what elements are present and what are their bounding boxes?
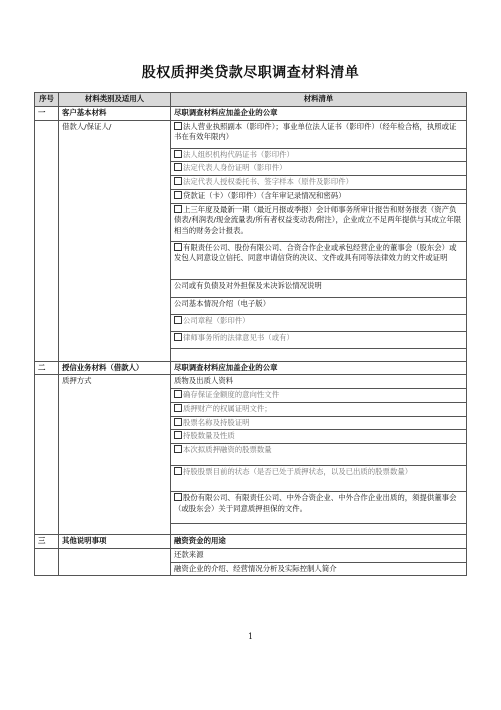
item-text: 质物及出质人资料 xyxy=(174,376,234,386)
item-text: 本次拟质押融资的股票数量 xyxy=(183,445,272,455)
item-cell xyxy=(171,430,467,444)
section-header-row xyxy=(35,361,467,375)
checkbox-icon[interactable] xyxy=(174,316,182,324)
seq-blank-cell xyxy=(35,120,59,361)
section-header-text: 尽职调查材料应加盖企业的公章 xyxy=(171,107,467,121)
item-text: 法人营业执照副本（影印件）；事业单位法人证书（影印件）（经年检合格，执照或证书在有效年限内） xyxy=(174,121,457,142)
item-cell xyxy=(171,416,467,430)
checkbox-icon[interactable] xyxy=(174,177,182,185)
checkbox-icon[interactable] xyxy=(174,122,182,130)
checkbox-icon[interactable] xyxy=(174,431,182,439)
document-title: 股权质押类贷款尽职调查材料清单 xyxy=(141,65,360,81)
item-cell xyxy=(171,279,467,297)
section-category: 其他说明事项 xyxy=(59,535,171,549)
item-cell xyxy=(171,348,467,361)
section-header-row xyxy=(35,107,467,121)
item-text: 贷款证（卡）（影印件）（含年审记录情况和密码） xyxy=(183,190,346,200)
section-seq: 一 xyxy=(35,107,59,121)
checkbox-icon[interactable] xyxy=(174,467,182,475)
item-cell xyxy=(171,331,467,348)
list-item xyxy=(35,375,467,389)
list-item xyxy=(35,120,467,148)
item-text: 确存保证金额度的意向性文件 xyxy=(183,390,280,400)
checkbox-icon[interactable] xyxy=(174,445,182,453)
item-text: 有限责任公司、股份有限公司、合资合作企业或承包经营企业的董事会（股东会）或发包人同意设立信托、同意申请信贷的决议、文件或具有同等法律效力的文件或证明 xyxy=(174,242,457,263)
section-category: 客户基本材料 xyxy=(59,107,171,121)
seq-blank-cell xyxy=(35,548,59,575)
item-cell xyxy=(171,241,467,279)
item-text: 持股数量及性质 xyxy=(183,431,235,441)
item-cell xyxy=(171,492,467,524)
checkbox-icon[interactable] xyxy=(174,163,182,171)
item-text: 律师事务所的法律意见书（或有） xyxy=(183,332,294,342)
item-text: 持股股票目前的状态（是否已处于质押状态，以及已出质的股票数量） xyxy=(183,467,413,477)
checkbox-icon[interactable] xyxy=(174,404,182,412)
item-cell xyxy=(171,120,467,148)
section-seq: 三 xyxy=(35,535,59,549)
item-cell xyxy=(171,389,467,403)
section-header-text: 尽职调查材料应加盖企业的公章 xyxy=(171,361,467,375)
section-header-row xyxy=(35,535,467,549)
item-cell xyxy=(171,548,467,562)
item-cell xyxy=(171,189,467,203)
table-header-row xyxy=(35,93,467,107)
item-text: 上三年度及最新一期（最近月报或季报）会计师事务所审计报告和财务报表（资产负债表/利润表/现金流量表/所有者权益变动表/附注），企业成立不足两年提供与其成立年限相当的财务会计报表。 xyxy=(174,204,462,236)
section-header-text: 融资资金的用途 xyxy=(171,535,467,549)
item-text: 融资企业的介绍、经营情况分析及实际控制人简介 xyxy=(174,563,337,573)
checkbox-icon[interactable] xyxy=(174,418,182,426)
checkbox-icon[interactable] xyxy=(174,191,182,199)
item-text: 公司或有负债及对外担保及未决诉讼情况说明 xyxy=(174,280,322,290)
section-category: 授信业务材料（借款人） xyxy=(59,361,171,375)
checkbox-icon[interactable] xyxy=(174,150,182,158)
header-category: 材料类别及适用人 xyxy=(59,93,171,107)
item-text: 还款来源 xyxy=(174,549,204,559)
page-number: 1 xyxy=(247,632,254,641)
item-cell xyxy=(171,176,467,190)
item-cell xyxy=(171,297,467,314)
item-cell xyxy=(171,402,467,416)
item-text: 质押财产的权属证明文件； xyxy=(183,403,272,413)
item-cell xyxy=(171,562,467,576)
item-text: 公司基本情况介绍（电子版） xyxy=(174,298,271,308)
header-seq: 序号 xyxy=(35,93,59,107)
checkbox-icon[interactable] xyxy=(174,333,182,341)
checklist-table xyxy=(34,92,467,576)
section-seq: 二 xyxy=(35,361,59,375)
checkbox-icon[interactable] xyxy=(174,390,182,398)
checkbox-icon[interactable] xyxy=(174,493,182,501)
item-cell xyxy=(171,375,467,389)
header-list: 材料清单 xyxy=(171,93,467,107)
item-cell xyxy=(171,314,467,331)
list-item xyxy=(35,548,467,562)
item-text: 股票名称及持股证明 xyxy=(183,417,250,427)
subcategory-cell: 质押方式 xyxy=(59,375,171,535)
subcategory-cell: 借款人/保证人/ xyxy=(59,120,171,361)
item-cell xyxy=(171,444,467,466)
item-cell xyxy=(171,148,467,162)
checkbox-icon[interactable] xyxy=(174,243,182,251)
item-cell xyxy=(171,203,467,241)
item-text: 公司章程（影印件） xyxy=(183,315,250,325)
checkbox-icon[interactable] xyxy=(174,205,182,213)
item-cell xyxy=(171,524,467,535)
seq-blank-cell xyxy=(35,375,59,535)
subcategory-cell xyxy=(59,548,171,575)
item-cell xyxy=(171,162,467,176)
item-text: 股份有限公司、有限责任公司、中外合资企业、中外合作企业出质的，须提供董事会（或股东会）关于同意质押担保的文件。 xyxy=(174,493,457,513)
item-text: 法定代表人授权委托书、签字样本（原件及影印件） xyxy=(183,177,353,187)
item-text: 法人组织机构代码证书（影印件） xyxy=(183,149,294,159)
item-cell xyxy=(171,466,467,492)
item-text: 法定代表人身份证明（影印件） xyxy=(183,163,287,173)
table-body xyxy=(35,107,467,576)
